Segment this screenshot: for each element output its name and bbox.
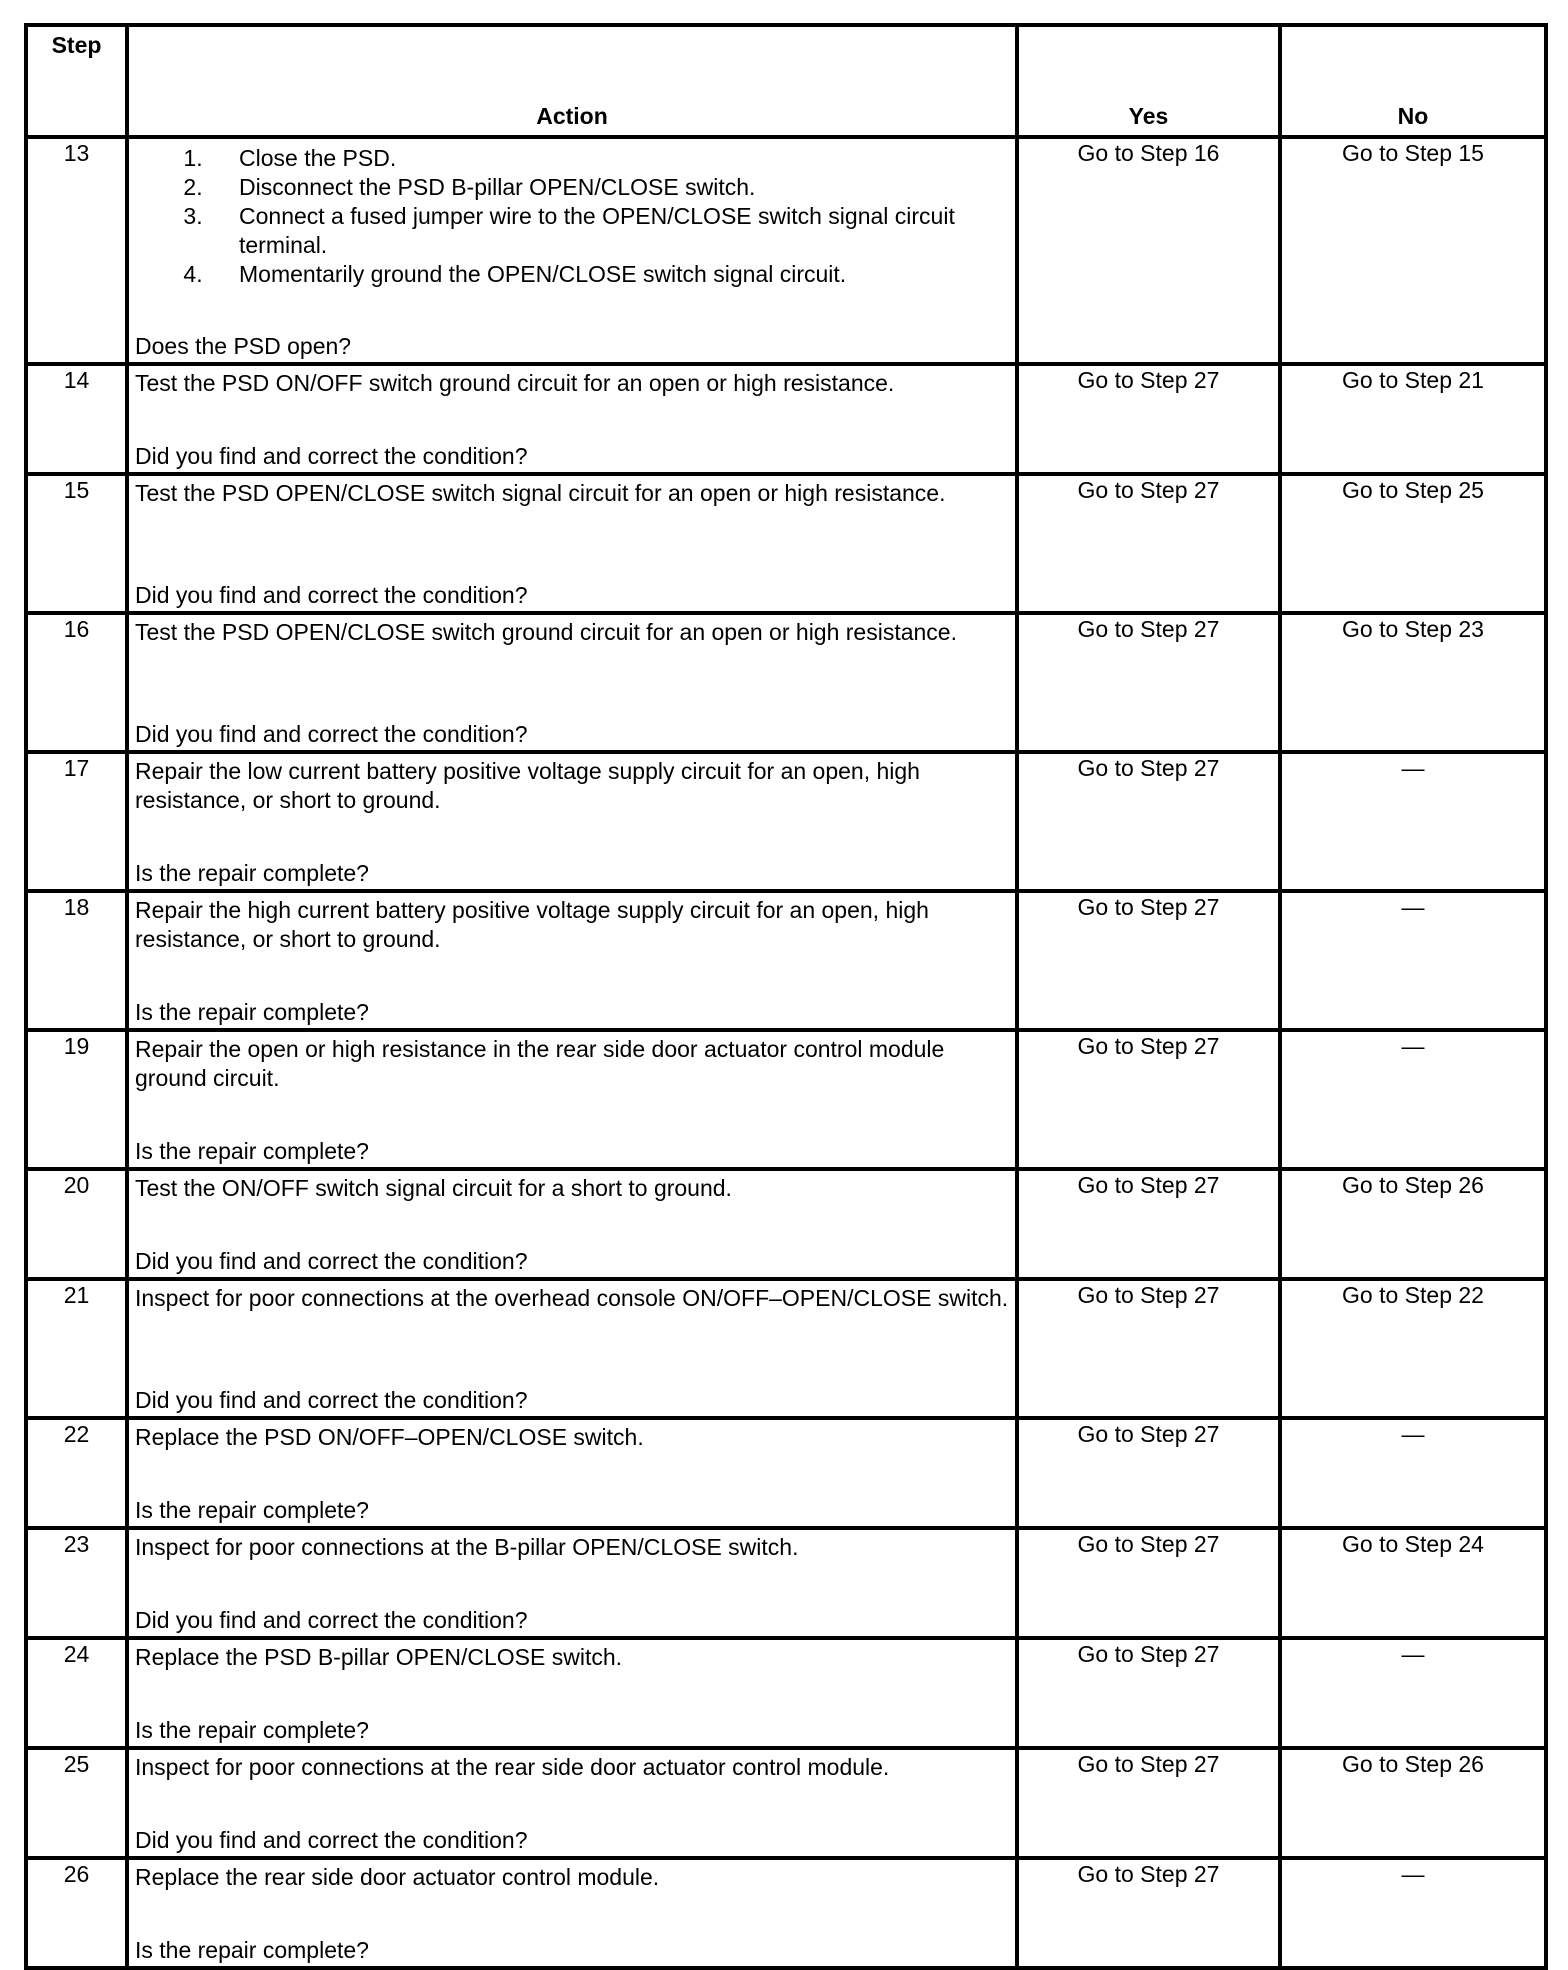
table-row <box>26 1279 1546 1418</box>
action-text: Replace the rear side door actuator control module. <box>135 1864 660 1890</box>
substep-list <box>129 144 1015 289</box>
yes-result: Go to Step 16 <box>1017 137 1280 364</box>
step-number: 14 <box>26 364 127 474</box>
action-text: Replace the PSD ON/OFF–OPEN/CLOSE switch. <box>135 1424 644 1450</box>
action-cell <box>127 1638 1017 1748</box>
yes-result: Go to Step 27 <box>1017 1169 1280 1279</box>
action-text: Inspect for poor connections at the overhead console ON/OFF–OPEN/CLOSE switch. <box>135 1285 1009 1311</box>
substep-item: 4. Momentarily ground the OPEN/CLOSE switch signal circuit. <box>209 260 1015 289</box>
table-row <box>26 1638 1546 1748</box>
action-cell <box>127 1279 1017 1418</box>
yes-result: Go to Step 27 <box>1017 1528 1280 1638</box>
action-question: Does the PSD open? <box>135 333 352 359</box>
step-number: 19 <box>26 1030 127 1169</box>
action-cell <box>127 1030 1017 1169</box>
table-row <box>26 1169 1546 1279</box>
step-number: 25 <box>26 1748 127 1858</box>
no-result: Go to Step 23 <box>1280 613 1546 752</box>
no-result: Go to Step 15 <box>1280 137 1546 364</box>
no-result: — <box>1280 1418 1546 1528</box>
action-question: Is the repair complete? <box>135 1717 369 1743</box>
table-row <box>26 1030 1546 1169</box>
action-question: Is the repair complete? <box>135 860 369 886</box>
header-yes <box>1017 25 1280 137</box>
table-row <box>26 1528 1546 1638</box>
step-number: 17 <box>26 752 127 891</box>
yes-result: Go to Step 27 <box>1017 613 1280 752</box>
step-number: 24 <box>26 1638 127 1748</box>
yes-result: Go to Step 27 <box>1017 364 1280 474</box>
no-result: — <box>1280 1030 1546 1169</box>
action-text: Inspect for poor connections at the B-pillar OPEN/CLOSE switch. <box>135 1534 799 1560</box>
no-result: — <box>1280 891 1546 1030</box>
yes-result: Go to Step 27 <box>1017 1279 1280 1418</box>
diagnostic-table <box>24 23 1548 1970</box>
action-text: Test the PSD OPEN/CLOSE switch signal circuit for an open or high resistance. <box>135 480 946 506</box>
action-text: Test the PSD ON/OFF switch ground circuit for an open or high resistance. <box>135 370 895 396</box>
no-result: Go to Step 24 <box>1280 1528 1546 1638</box>
action-text: Repair the low current battery positive voltage supply circuit for an open, high resistance, or short to ground. <box>135 758 920 813</box>
action-cell <box>127 474 1017 613</box>
step-number: 21 <box>26 1279 127 1418</box>
no-result: Go to Step 22 <box>1280 1279 1546 1418</box>
action-cell <box>127 1528 1017 1638</box>
action-cell <box>127 1748 1017 1858</box>
table-row <box>26 137 1546 364</box>
action-text: Repair the high current battery positive voltage supply circuit for an open, high resistance, or short to ground. <box>135 897 929 952</box>
step-number: 20 <box>26 1169 127 1279</box>
no-result: Go to Step 26 <box>1280 1169 1546 1279</box>
table-row <box>26 752 1546 891</box>
step-number: 13 <box>26 137 127 364</box>
no-result: — <box>1280 752 1546 891</box>
action-cell <box>127 613 1017 752</box>
no-result: Go to Step 26 <box>1280 1748 1546 1858</box>
action-cell <box>127 137 1017 364</box>
table-header-row <box>26 25 1546 137</box>
action-question: Did you find and correct the condition? <box>135 1607 528 1633</box>
table-row <box>26 1858 1546 1968</box>
header-action-label: Action <box>536 103 608 129</box>
no-result: Go to Step 25 <box>1280 474 1546 613</box>
action-text: Replace the PSD B-pillar OPEN/CLOSE switch. <box>135 1644 623 1670</box>
table-row <box>26 613 1546 752</box>
substep-item: 3. Connect a fused jumper wire to the OPEN/CLOSE switch signal circuit terminal. <box>209 202 1015 260</box>
header-action <box>127 25 1017 137</box>
yes-result: Go to Step 27 <box>1017 1858 1280 1968</box>
no-result: — <box>1280 1858 1546 1968</box>
action-question: Did you find and correct the condition? <box>135 721 528 747</box>
header-step-label: Step <box>51 32 102 58</box>
table-row <box>26 1748 1546 1858</box>
yes-result: Go to Step 27 <box>1017 1030 1280 1169</box>
yes-result: Go to Step 27 <box>1017 1748 1280 1858</box>
action-cell <box>127 1169 1017 1279</box>
header-yes-label: Yes <box>1128 103 1169 129</box>
action-cell <box>127 1858 1017 1968</box>
action-question: Did you find and correct the condition? <box>135 1827 528 1853</box>
action-question: Did you find and correct the condition? <box>135 1248 528 1274</box>
header-no <box>1280 25 1546 137</box>
action-question: Did you find and correct the condition? <box>135 582 528 608</box>
action-question: Did you find and correct the condition? <box>135 1387 528 1413</box>
no-result: Go to Step 21 <box>1280 364 1546 474</box>
action-cell <box>127 1418 1017 1528</box>
step-number: 16 <box>26 613 127 752</box>
no-result: — <box>1280 1638 1546 1748</box>
header-no-label: No <box>1397 103 1429 129</box>
step-number: 22 <box>26 1418 127 1528</box>
step-number: 26 <box>26 1858 127 1968</box>
action-question: Is the repair complete? <box>135 999 369 1025</box>
action-question: Did you find and correct the condition? <box>135 443 528 469</box>
action-question: Is the repair complete? <box>135 1937 369 1963</box>
action-cell <box>127 752 1017 891</box>
yes-result: Go to Step 27 <box>1017 1638 1280 1748</box>
action-text: Inspect for poor connections at the rear side door actuator control module. <box>135 1754 890 1780</box>
step-number: 23 <box>26 1528 127 1638</box>
action-text: Repair the open or high resistance in the rear side door actuator control module ground circuit. <box>135 1036 945 1091</box>
step-number: 15 <box>26 474 127 613</box>
table-row <box>26 891 1546 1030</box>
table-row <box>26 364 1546 474</box>
action-text: Test the ON/OFF switch signal circuit for a short to ground. <box>135 1175 732 1201</box>
table-row <box>26 1418 1546 1528</box>
substep-item: 1. Close the PSD. <box>209 144 1015 173</box>
yes-result: Go to Step 27 <box>1017 752 1280 891</box>
step-number: 18 <box>26 891 127 1030</box>
action-cell <box>127 891 1017 1030</box>
action-question: Is the repair complete? <box>135 1138 369 1164</box>
header-step <box>26 25 127 137</box>
yes-result: Go to Step 27 <box>1017 891 1280 1030</box>
action-cell <box>127 364 1017 474</box>
action-question: Is the repair complete? <box>135 1497 369 1523</box>
table-row <box>26 474 1546 613</box>
action-text: Test the PSD OPEN/CLOSE switch ground circuit for an open or high resistance. <box>135 619 957 645</box>
yes-result: Go to Step 27 <box>1017 1418 1280 1528</box>
substep-item: 2. Disconnect the PSD B-pillar OPEN/CLOSE switch. <box>209 173 1015 202</box>
yes-result: Go to Step 27 <box>1017 474 1280 613</box>
